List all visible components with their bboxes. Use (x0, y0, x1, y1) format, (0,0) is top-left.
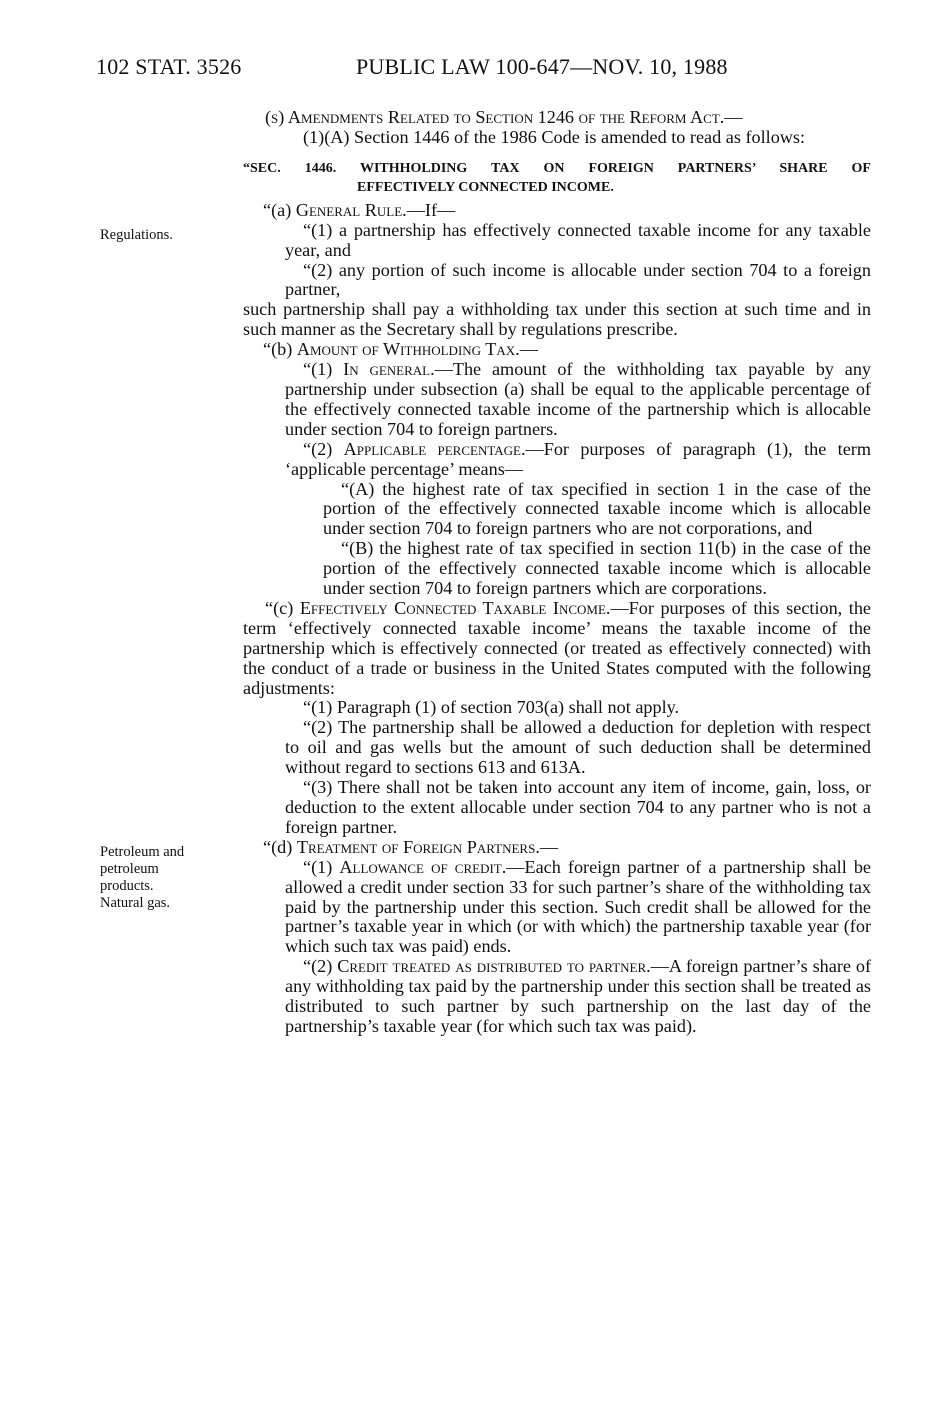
paragraph-a-tail: such partnership shall pay a withholding tax under this section at such time and in such manner as the Secretary shall by regulations prescribe. (243, 299, 871, 340)
margin-note-regulations: Regulations. (100, 227, 173, 243)
small-caps-heading: Applicable percentage (343, 438, 521, 459)
public-law-citation: PUBLIC LAW 100-647—NOV. 10, 1988 (356, 54, 728, 79)
margin-note-line: Natural gas. (100, 895, 171, 911)
text-run: “(b) (263, 339, 297, 360)
text-run: .—A foreign partner’s share of any withholding tax paid by the partnership under this section shall be treated as distributed to such partner by such partnership on the last day of the partnership’s taxable year (for which such tax was paid). (285, 956, 872, 1036)
paragraph-a-2: “(2) any portion of such income is allocable under section 704 to a foreign partner, (285, 259, 871, 300)
paragraph-c-2: “(2) The partnership shall be allowed a deduction for depletion with respect to oil and gas wells but the amount of such deduction shall be determined without regard to sections 613 and 613A. (285, 717, 871, 778)
paragraph-b-2-a: “(A) the highest rate of tax specified in section 1 in the case of the portion of the effectively connected taxable income which is allocable under section 704 to foreign partners who are not corporations, and (323, 478, 871, 539)
paragraph-b-2 (243, 440, 871, 480)
paragraph-s-1a: (1)(A) Section 1446 of the 1986 Code is amended to read as follows: (303, 126, 806, 147)
subsection-c (243, 599, 871, 699)
text-run: .— (535, 836, 559, 857)
paragraph-c-3: “(3) There shall not be taken into account any item of income, gain, loss, or deduction to the extent allocable under section 704 to any partner who is not a foreign partner. (285, 777, 871, 837)
small-caps-heading: General Rule (295, 199, 403, 220)
small-caps-heading: Amount of Withholding Tax (296, 339, 516, 360)
text-run: “(c) (265, 597, 300, 618)
text-run: “(1) (303, 856, 340, 877)
small-caps-heading: Effectively Connected Taxable Income (299, 597, 606, 618)
text-run: .—The amount of the withholding tax payable by any partnership under subsection (a) shall be equal to the applicable percentage of the effectively connected taxable income of the partnership which is allocable under section 704 to foreign partners. (285, 359, 872, 439)
text-run: “(a) (263, 199, 296, 220)
margin-note-line: petroleum (100, 861, 159, 877)
text-run: .— (515, 339, 538, 360)
small-caps-heading: In general (343, 359, 431, 380)
text-run: .—Each foreign partner of a partnership shall be allowed a credit under section 33 for such partner’s share of the withholding tax paid by the partnership under this section. Such credit shall be allowed for the partner’s taxable year in which (or with which) the partnership taxable year (for which such tax was paid) ends. (285, 856, 871, 957)
stat-page-number: 102 STAT. 3526 (96, 54, 242, 79)
section-heading (243, 159, 871, 197)
subsection-a-heading (243, 201, 871, 221)
margin-note-line: products. (100, 878, 154, 894)
text-run: “(2) (303, 438, 344, 459)
text-run: “(2) (303, 956, 338, 977)
paragraph-d-2 (243, 957, 871, 1037)
margin-note-line: Petroleum and (100, 844, 185, 860)
paragraph-b-1 (243, 360, 871, 440)
margin-note-petroleum (100, 844, 230, 912)
body-text (243, 108, 871, 1037)
small-caps-heading: Treatment of Foreign Partners (296, 836, 536, 857)
small-caps-heading: Credit treated as distributed to partner (337, 956, 647, 977)
text-run: “(d) (263, 836, 297, 857)
text-run: .—For purposes of this section, the term ‘effectively connected taxable income’ means the taxable income of the partnership which is effectively connected (or treated as effectively connected) with the conduct of a trade or business in the United States computed with the following adjustments: (243, 597, 871, 698)
paragraph-d-1 (243, 858, 871, 958)
subsection-d-heading (243, 838, 871, 858)
small-caps-heading: Allowance of credit (339, 856, 502, 877)
paragraph-c-1: “(1) Paragraph (1) of section 703(a) shall not apply. (303, 697, 680, 718)
text-run: .—If— (402, 199, 456, 220)
paragraph-a-1: “(1) a partnership has effectively connected taxable income for any taxable year, and (285, 219, 871, 260)
subsection-b-heading (243, 340, 871, 360)
text-run: “(1) (303, 359, 344, 380)
section-heading-line: “SEC. 1446. WITHHOLDING TAX ON FOREIGN PARTNERS’ SHARE OF (243, 160, 871, 176)
section-heading-line: EFFECTIVELY CONNECTED INCOME. (357, 179, 614, 195)
subsection-s-heading: (s) Amendments Related to Section 1246 of the Reform Act.— (265, 107, 743, 127)
paragraph-b-2-b: “(B) the highest rate of tax specified in section 11(b) in the case of the portion of the effectively connected taxable income which is allocable under section 704 to foreign partners which are corporations. (323, 538, 871, 599)
text-run: .—For purposes of paragraph (1), the term ‘applicable percentage’ means— (285, 438, 872, 479)
